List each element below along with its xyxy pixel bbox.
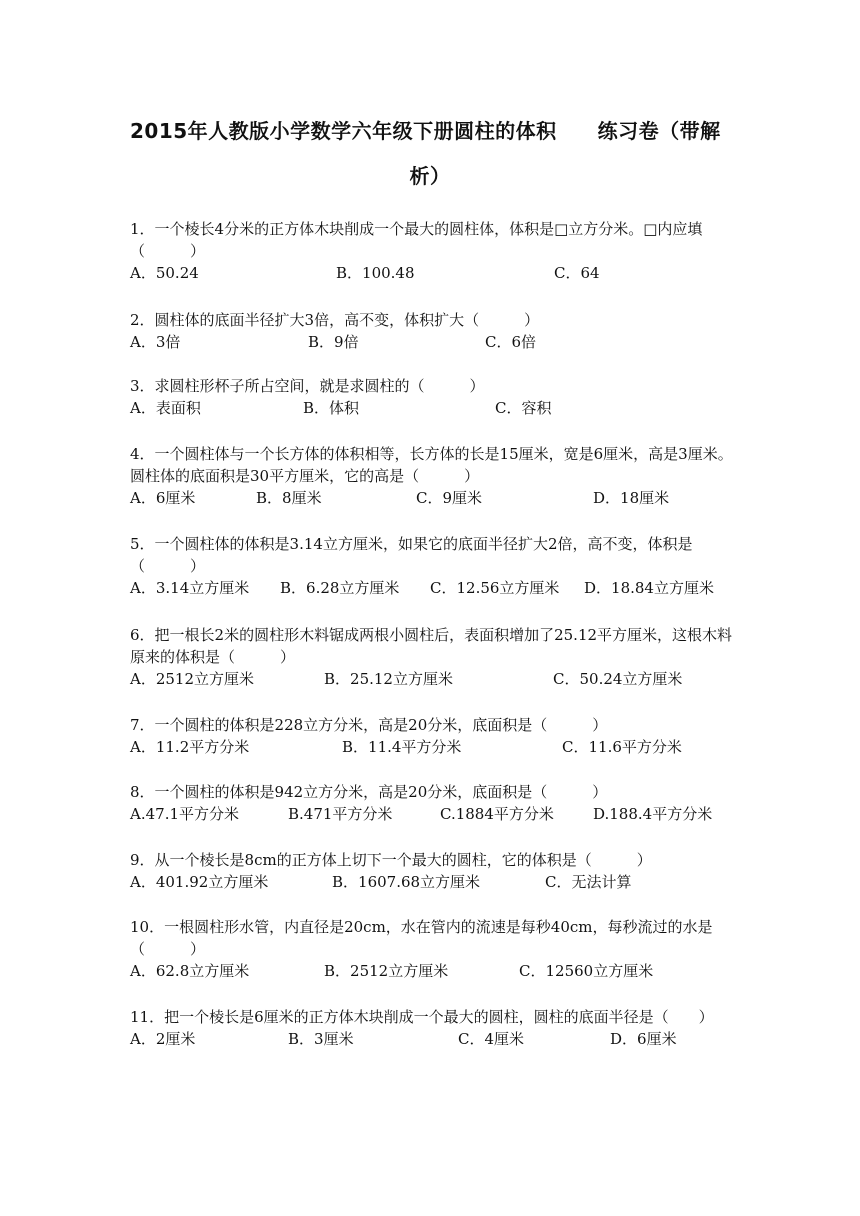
option-a: A．3倍: [130, 333, 181, 351]
option-b: B．25.12立方厘米: [324, 670, 453, 688]
option-b: B．100.48: [336, 264, 415, 282]
question-8: [130, 781, 740, 825]
question-stem: 7．一个圆柱的体积是228立方分米，高是20分米，底面积是（ ）: [130, 716, 608, 734]
page-title-line1: 2015年人教版小学数学六年级下册圆柱的体积 练习卷（带解: [130, 119, 721, 143]
option-c: C．4厘米: [458, 1030, 525, 1048]
question-stem: 8．一个圆柱的体积是942立方分米，高是20分米，底面积是（ ）: [130, 783, 608, 801]
option-c: C．64: [554, 264, 600, 282]
question-stem: 9．从一个棱长是8cm的正方体上切下一个最大的圆柱，它的体积是（ ）: [130, 851, 652, 869]
question-2: [130, 309, 740, 353]
question-3: [130, 375, 740, 419]
question-9: [130, 849, 740, 893]
option-b: B．体积: [303, 399, 360, 417]
question-5: [130, 533, 740, 599]
option-a: A．6厘米: [130, 489, 196, 507]
option-b: B．1607.68立方厘米: [332, 873, 481, 891]
option-a: A．401.92立方厘米: [130, 873, 269, 891]
option-d: D.188.4平方分米: [593, 805, 713, 823]
option-c: C.1884平方分米: [440, 805, 554, 823]
option-c: C．9厘米: [416, 489, 483, 507]
question-stem: 11．把一个棱长是6厘米的正方体木块削成一个最大的圆柱，圆柱的底面半径是（ ）: [130, 1008, 714, 1026]
question-6: [130, 624, 740, 690]
question-stem: 10．一根圆柱形水管，内直径是20cm，水在管内的流速是每秒40cm，每秒流过的水是（ ）: [130, 918, 713, 958]
option-b: B．3厘米: [288, 1030, 354, 1048]
question-stem: 6．把一根长2米的圆柱形木料锯成两根小圆柱后，表面积增加了25.12平方厘米，这根木料原来的体积是（ ）: [130, 626, 733, 666]
option-b: B．8厘米: [256, 489, 322, 507]
option-c: C．50.24立方厘米: [553, 670, 683, 688]
options-row: [130, 487, 740, 509]
option-b: B．2512立方厘米: [324, 962, 449, 980]
option-a: A．表面积: [130, 399, 201, 417]
option-b: B．11.4平方分米: [342, 738, 462, 756]
question-stem: 4．一个圆柱体与一个长方体的体积相等，长方体的长是15厘米，宽是6厘米，高是3厘米。圆柱体的底面积是30平方厘米，它的高是（ ）: [130, 445, 733, 485]
option-d: D．6厘米: [610, 1030, 677, 1048]
question-stem: 2．圆柱体的底面半径扩大3倍，高不变，体积扩大（ ）: [130, 311, 540, 329]
options-row: [130, 331, 740, 353]
option-a: A．11.2平方分米: [130, 738, 250, 756]
question-7: [130, 714, 740, 758]
option-a: A．2厘米: [130, 1030, 196, 1048]
option-c: C．容积: [495, 399, 552, 417]
question-stem: 5．一个圆柱体的体积是3.14立方厘米，如果它的底面半径扩大2倍，高不变，体积是（ ）: [130, 535, 693, 575]
options-row: [130, 871, 740, 893]
question-10: [130, 916, 740, 982]
options-row: [130, 1028, 740, 1050]
option-c: C．12560立方厘米: [519, 962, 654, 980]
option-a: A.47.1平方分米: [130, 805, 239, 823]
question-4: [130, 443, 740, 509]
option-a: A．62.8立方厘米: [130, 962, 250, 980]
option-b: B．9倍: [308, 333, 359, 351]
options-row: [130, 960, 740, 982]
options-row: [130, 577, 740, 599]
options-row: [130, 803, 740, 825]
option-c: C．12.56立方厘米: [430, 579, 560, 597]
question-stem: 3．求圆柱形杯子所占空间，就是求圆柱的（ ）: [130, 377, 485, 395]
option-b: B.471平方分米: [288, 805, 393, 823]
options-row: [130, 668, 740, 690]
option-c: C．6倍: [485, 333, 537, 351]
option-c: C．无法计算: [545, 873, 632, 891]
option-a: A．3.14立方厘米: [130, 579, 250, 597]
options-row: [130, 262, 740, 284]
options-row: [130, 397, 740, 419]
option-d: D．18.84立方厘米: [584, 579, 714, 597]
option-a: A．2512立方厘米: [130, 670, 255, 688]
option-d: D．18厘米: [593, 489, 670, 507]
options-row: [130, 736, 740, 758]
page-title-line2: 析）: [409, 164, 451, 188]
option-a: A．50.24: [130, 264, 199, 282]
question-1: [130, 218, 740, 284]
option-c: C．11.6平方分米: [562, 738, 682, 756]
option-b: B．6.28立方厘米: [280, 579, 400, 597]
question-11: [130, 1006, 740, 1050]
question-stem: 1．一个棱长4分米的正方体木块削成一个最大的圆柱体，体积是□立方分米。□内应填（ ）: [130, 220, 703, 260]
